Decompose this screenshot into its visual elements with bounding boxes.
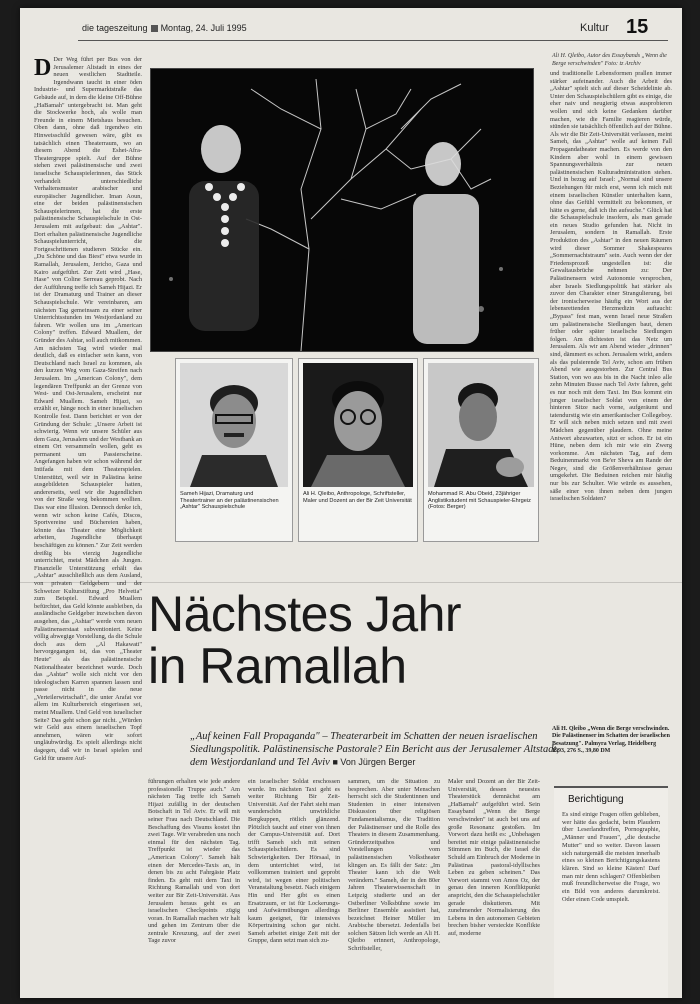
left-column-text: Der Weg führt per Bus von der Jerusalemer Altstadt in eines der neuen westlichen Stadtteile. Irgendwann taucht in einer öden Industrie- und Supermarktstraße das Gebäude auf, in dem die kleine Off-Bühne „HaBamah" untergebracht ist. Man geht die Stockwerke hoch, als wolle man Freunde in einem Mietshaus besuchen. Oben dann, ohne daß irgendwo ein Hinweisschild gewesen wäre, gibt es tatsächlich einen Theaterraum, wo an diesem Abend die Eshet-Afra-Theatergruppe spielt. Auf der Bühne stehen zwei palästinensische und zwei israelische Schauspielerinnen, das Stück verhandelt unterschiedliche Verhaltensmuster arabischer und europäischer Jugendlicher. Iman Aoun, eine der beiden palästinensischen Schauspielerinnen, hat die erste palästinensische Schauspielschule in Ost-Jerusalem mit aufgebaut: das „Ashtar". Dort erhalten palästinensische Jugendliche Schauspielunterricht, die Fortgeschrittenen studieren Stücke ein. „Du Schöne und das Biest" etwa wurde in Ramallah, Jerusalem, Jericho, Gaza und Kairo aufgeführt. Zur Zeit wird „Hase, Hase" von Coline Serreau geprobt. Nach der Aufführung treffe ich Sameh Hijazi. Er ist der Dramaturg und Trainer an dieser Schauspielschule. Wir vereinbaren, am nächsten Tag gemeinsam zu einer seiner Unterrichtsstunden im Westjordanland zu fahren. Wir wollen uns im „American Colony" treffen. Edward Muallem, der Gründer des Ashtar, soll auch mitkommen. Am nächsten Tag wird wieder mal deutlich, daß es einfacher sein kann, von Deutschland nach Israel zu kommen, als den kurzen Weg vom Gaza-Streifen nach Jerusalem. Im „American Colony", dem legendären Treffpunkt an der Grenze von West- und Ost-Jerusalem, erscheint nur Edward Muallem. Sameh Hijazi, so erzählt er, hänge noch in einer israelischen Kontrolle fest. Dann berichtet er von der Gründung der Schule: „Unsere Arbeit ist schwierig. Wenn wir unsere Schüler aus dem Gaza, Jerusalem und der Westbank an einem Ort versammeln wollen, geht es permanent um Passierscheine. Angefangen haben wir schon während der Intifada mit dem Theaterspielen. Unterstützt, weil wir in Palästina keine ausgebildeten Schauspieler hatten, andererseits, weil wir die Jugendlichen von der Straße weg bekommen wollten. Das war eine Illusion. Dennoch denke ich, wenn wir schon keine Cafés, Discos, Sportvereine und Büchereien haben, könnte das Theater eine Möglichkeit arbeiten, Jugendliche überhaupt beschäftigen zu können." Zur Zeit werden dreißig bis vierzig Jugendliche unterrichtet, meist Mädchen als Jungen. Finanzielle Unterstützung erhält das „Ashtar" ausschließlich aus dem Ausland, von privaten Geldgebern und der Schweizer Kulturstiftung „Pro Helvetia" zum Beispiel. Edward Muallem befürchtet, das Geld könnte ausbleiben, da ausländische Geldgeber inzwischen davon ausgehen, das „Ashtar" werde vom neuen Palästinenserstaat subventioniert. Keine völlig abwegige Vorstellung, da die Schule doch aus dem „Al Hakawati" hervorgegangen ist, das von „Theater Heute" als das palästinensische Nationaltheater bezeichnet wurde. Doch das „Ashtar" wolle sich nicht vor den ideologischen Karren spannen lassen und passe nicht in die neue „Verteilerwirtschaft", die unter Arafat vor allem im Kulturbereich eingerissen sei, meint Muallem. Und Geld von israelischer Seite? Das geht schon gar nicht. „Würden wir Geld aus einem israelischen Topf annehmen, wären wir sofort ungläubwürdig. Es spielt allerdings nicht dagegen, daß wir in Israel spielen und Geld für unsere Auf-	[34, 56, 143, 762]
byline: ■ Von Jürgen Berger	[332, 757, 416, 767]
right-column-text: und traditionelle Lebensformen prallen immer stärker aufeinander. Auch die Arbeit des „Ashtar" spielt sich auf dieser Scheidelinie ab. Unter den Schauspielschülern gibt es einige, die eher naiv und neugierig etwas ausprobieren wollen und sich keine Gedanken darüber machen, wie die Familie reagieren würde, stünden sie tatsächlich öffentlich auf der Bühne. Als wir die Bir Zeit-Universität verlassen, meint Sameh, das „Ashtar" wolle auf keinen Fall Propagandatheater machen. Es werde von den Kindern aber wohl in einem gewissen Spannungsverhältnis zur neuen palästinensischen Kulturadministration stehen. Und in bezug auf Israel: „Normal sind unsere Beziehungen für mich erst, wenn ich mich mit einem israelischen Künstler unterhalten kann, ohne das Gefühl vermittelt zu bekommen, er hätte es gerne, daß ich ihn aufsuche." Glück hat die Schauspielschule insofern, als man gerade ein neues Studio gefunden hat. Nicht in Jerusalem, sondern in Ramallah. Erste Produktion des „Ashtar" in den neuen Räumen wird dieser Sommer Shakespeares „Sommernachtstraum" sein. Auch wenn der der Friedensprozeß ungestellen ist: die Gewaltausbrüche nehmen zu: Der Palästinensern wird Autonomie versprochen, aber Israels Siedlungspolitik hat stärker als zuvor den Charakter einer Strangulierung, bei der ironischerweise häufig ein Wort aus der lebensrettenden Herzmedizin auftaucht: „Bypass" fest man, wenn Israel neue Straßen um palästinensische Siedlungen baut, denen früher oder später israelische Siedlungen folgen. Am dichtesten ist das Netz um Jerusalem. Als wir am Abend wieder „drinnen" sind, dämmert es schon. Jerusalem wirkt, anders als das pulsierende Tel Aviv, schon am frühen Abend wie ausgestorben. Zur Central Bus Station, von wo aus bis in die Nacht inleo alle zehn Minuten Busse nach Tel Aviv fahren, geht es nur noch mit dem Taxi. Im Bus kommt ein junger israelischer Soldat von einem der hinteren Sitze nach vorne, aufgeräumt und tatendurstig wie ein amerikanischer Collegeboy. Er will sich neben mich setzen und mit zwei Mädchen gegenüber plaudern. Ohne meine Antwort abzuwarten, sitzt er schon. Er ist ein Hüne, neben dem ich mir wie ein Zwerg vorkomme. Am nächsten Tag, auf dem Beduinenmarkt von Be'er Sheva am Rande der Negev, sind die Größenverhältnisse genau umgekehrt. Die Beduinen reichen mir häufig nur bis zur Schulter. Wie würde es aussehen, säße einer von ihnen neben dem jungen israelischen Soldaten?	[550, 70, 672, 503]
portrait-caption: Sameh Hijazi, Dramaturg und Theatertrainer an der palästinensischen „Ashtar" Schauspielschule	[180, 491, 279, 511]
portrait-caption: Mohammad R. Abu Obeid, 23jähriger Anglistikstudent mit Schauspieler-Ehrgeiz (Fotos: Berger)	[428, 491, 531, 511]
book-note: Ali H. Qleibo „Wenn die Berge verschwinden. Die Palästinenser im Schatten der israelischen Besatzung". Palmyra Verlag, Heidelberg 1993, 276 S., 39,80 DM	[552, 726, 670, 755]
masthead	[82, 23, 247, 33]
bottom-column-2: ein israelischer Soldat erschossen wurde. Im nächsten Taxi geht es weiter Richtung Bir Zeit-Universität. Auf der Fahrt sieht man wunderschön unwirkliche Bergkuppen, rötlich glänzend. Plötzlich taucht auf einer von ihnen der Campus-Universität auf. Dort trifft Sameh sich mit seinen Schauspielschülern. Es sind Schwierigkeiten. Der Hörsaal, in dem unterrichtet wird, ist vollkommen trainiert und geprobt wird, ist wegen einer politischen Veranstaltung besetzt. Nach einigem Hin und Her gibt es einen Ersatzraum, er ist für Lockerungs- und Aufwärmübungen allerdings kaum geeignet, für intensives Körpertraining schon gar nicht. Sameh arbeitet einige Zeit mit der Gruppe, dann setzt man sich zu-	[248, 778, 340, 945]
section-name: Kultur	[580, 22, 609, 34]
paper-fold	[20, 582, 682, 583]
portrait-image	[180, 363, 288, 487]
portrait-mohammad-abu-obeid	[423, 358, 539, 542]
header-rule	[78, 40, 668, 41]
portrait-photo	[180, 363, 288, 487]
paper-name: die tageszeitung	[82, 23, 148, 33]
portrait-ali-qleibo	[298, 358, 418, 542]
subheadline-text: „Auf keinen Fall Propaganda" – Theaterarbeit im Schatten der neuen israelischen Siedlungspolitik. Palästinensische Pastorale? Ein Bericht aus der Jerusalemer Altstadt, dem Westjordanland und Tel Aviv	[190, 731, 560, 768]
headline	[148, 588, 461, 692]
page-number: 15	[626, 16, 649, 38]
stage-photo-image	[151, 69, 533, 351]
newspaper-page	[20, 8, 682, 998]
author-name: Von Jürgen Berger	[340, 757, 416, 767]
correction-title: Berichtigung	[568, 794, 624, 805]
portrait-caption: Ali H. Qleibo, Anthropologe, Schriftsteller, Maler und Dozent an der Bir Zeit Universität	[303, 491, 412, 504]
left-article-column	[34, 55, 143, 762]
theater-stage-photo	[150, 68, 534, 352]
drop-cap: D	[34, 55, 52, 81]
photo-credit: Ali H. Qleibo, Autor des Essaybands „Wenn die Berge verschwinden" Foto: tz Archiv	[552, 53, 667, 67]
subheadline	[190, 730, 560, 769]
correction-text: Es sind einige Fragen offen geblieben, wer hätte das gedacht, beim Plaudern über Leserlandtreffen, Pornographie, „Männer und Frauen", „die deutsche Mutter" und so weiter. Davon lassen sich naturgemäß die meisten innerhalb eines so kleinen Berichtigungskastens klären. Sind so kleine Kästen! Darf man mir denn schlagen? Offenbleiben muß freundlicherweise die Frage, wo ein Bild von anderes darumkreist. Oder einen Code umspielt.	[562, 811, 660, 903]
issue-date: Montag, 24. Juli 1995	[160, 23, 247, 33]
page-header	[20, 8, 682, 46]
portrait-photo	[303, 363, 413, 487]
bottom-column-1: führungen erhalten wie jede andere professionelle Truppe auch." Am nächsten Tag treffe ich Sameh Hijazi zufällig in der deutschen Botschaft in Tel Aviv. Er will mit seiner Frau nach Deutschland. Die Beschaffung des Visums kostet ihn zwei Tage. Wir verabreden uns noch einmal für den nächsten Tag. Treffpunkt ist wieder das „American Colony". Sameh hält einen der Mercedes-Taxis an, in denen bis zu acht Fahrgäste Platz finden. Es geht mit dem Taxi in Richtung Ramallah und von dort weiter zur Bir Zeit-Universität. Aus Jerusalem heraus geht es an israelischen Checkpoints zügig voran. In Ramallah machen wir halt und gehen im Zentrum über die zentrale Kreuzung, auf der zwei Tage zuvor	[148, 778, 240, 945]
portrait-photo	[428, 363, 534, 487]
headline-line-2: in Ramallah	[148, 638, 407, 694]
headline-line-1: Nächstes Jahr	[148, 586, 462, 642]
portrait-sameh-hijazi	[175, 358, 293, 542]
correction-box	[554, 786, 668, 998]
bottom-column-4: Maler und Dozent an der Bir Zeit-Universität, dessen neuestes Theaterstück demnächst am „HaBamah" aufgeführt wird. Sein Essayband „Wenn die Berge verschwinden" ist auch bei uns auf große Resonanz gestoßen. Im Vorwort dazu heißt es: „Unbehagen bereitet mir einige palästinensische Stimmen im Buch, die Israel die Schuld am Einbruch der Moderne in Palästinas pastoral-idyllisches Leben zu geben scheinen." Das Vorwort stammt von Amos Oz, der genau den inneren Konfliktpunkt anspricht, den die Schauspielschüler gerade diskutieren. Mit zunehmender Normalisierung des Lebens in den autonomen Gebieten brechen bisher versteckte Konflikte auf, moderne	[448, 778, 540, 937]
square-icon	[151, 25, 158, 32]
right-article-column	[550, 70, 672, 722]
portrait-image	[428, 363, 534, 487]
portrait-image	[303, 363, 413, 487]
bottom-column-3: sammen, um die Situation zu besprechen. Aber unter Menschen herrscht sich die Studentinnen und Studenten in einer intensiven Diskussion über religiösen Fundamentalismus, die Tradition der Palästinenser und die Rolle des Theaters in diesem Zusammenhang. Gründerzeitpathos und Vorstellungen vom palästinensischen Volkstheater klingen an. Es fällt der Satz: „Im Theater kann ich die Welt verändern." Sameh, der in den 80er Jahren Theaterwissenschaft in Leipzig studierte und an der Ostberliner Volksbühne sowie im Berliner Ensemble assistiert hat, bezeichnet Heiner Müller im Arabische übersetzt. Jedenfalls bei solchen Sätzen lich werde an Ali H. Qleibo erinnert, Anthropologe, Schriftsteller,	[348, 778, 440, 953]
